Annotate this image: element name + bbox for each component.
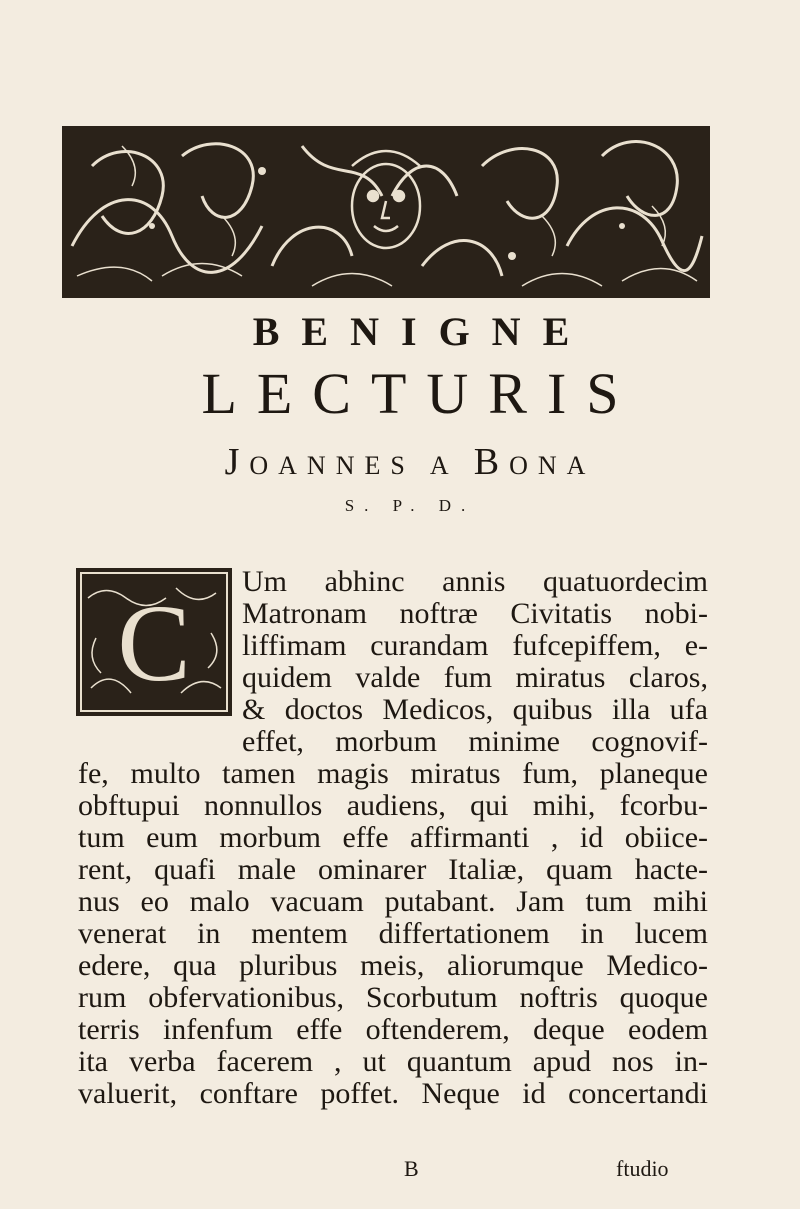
text-line: tum eum morbum effe affirmanti , id obiice- <box>78 821 708 854</box>
text-line: nus eo malo vacuam putabant. Jam tum mihi <box>78 885 708 918</box>
text-line: effet, morbum minime cognovif- <box>242 725 708 758</box>
text-line: rum obfervationibus, Scorbutum noftris quoque <box>78 981 708 1014</box>
author-particle: A <box>429 451 458 480</box>
text-line: quidem valde fum miratus claros, <box>242 661 708 694</box>
heading-benigne: BENIGNE <box>252 309 592 354</box>
text-line: ita verba facerem , ut quantum apud nos in- <box>78 1045 708 1078</box>
author-last-rest: ONA <box>509 451 596 480</box>
text-line: venerat in mentem differtationem in lucem <box>78 917 708 950</box>
text-line: fe, multo tamen magis miratus fum, planeque <box>78 757 708 790</box>
ornamental-headpiece <box>62 126 710 298</box>
author-initial-j: J <box>224 441 250 483</box>
decorated-initial-c <box>76 568 232 716</box>
text-line: obftupui nonnullos audiens, qui mihi, fcorbu- <box>78 789 708 822</box>
catchword: ftudio <box>616 1156 669 1181</box>
text-line: terris infenfum effe oftenderem, deque eodem <box>78 1013 708 1046</box>
signature-mark: B <box>404 1156 419 1181</box>
text-line: liffimam curandam fufcepiffem, e- <box>242 629 708 662</box>
text-line: edere, qua pluribus meis, aliorumque Medico- <box>78 949 708 982</box>
text-line: Um abhinc annis quatuordecim <box>242 565 708 598</box>
author-first-rest: OANNES <box>249 451 415 480</box>
author-initial-b: B <box>473 441 510 483</box>
author-line <box>0 440 800 484</box>
heading-lecturis: LECTURIS <box>201 361 639 426</box>
text-line: rent, quafi male ominarer Italiæ, quam hacte- <box>78 853 708 886</box>
text-line: & doctos Medicos, quibus illa ufa <box>242 693 708 726</box>
text-line: valuerit, conftare poffet. Neque id concertandi <box>78 1077 708 1110</box>
salutation: S. P. D. <box>344 496 476 515</box>
dropcap-letter: C <box>117 582 191 704</box>
text-line: Matronam noftræ Civitatis nobi- <box>242 597 708 630</box>
